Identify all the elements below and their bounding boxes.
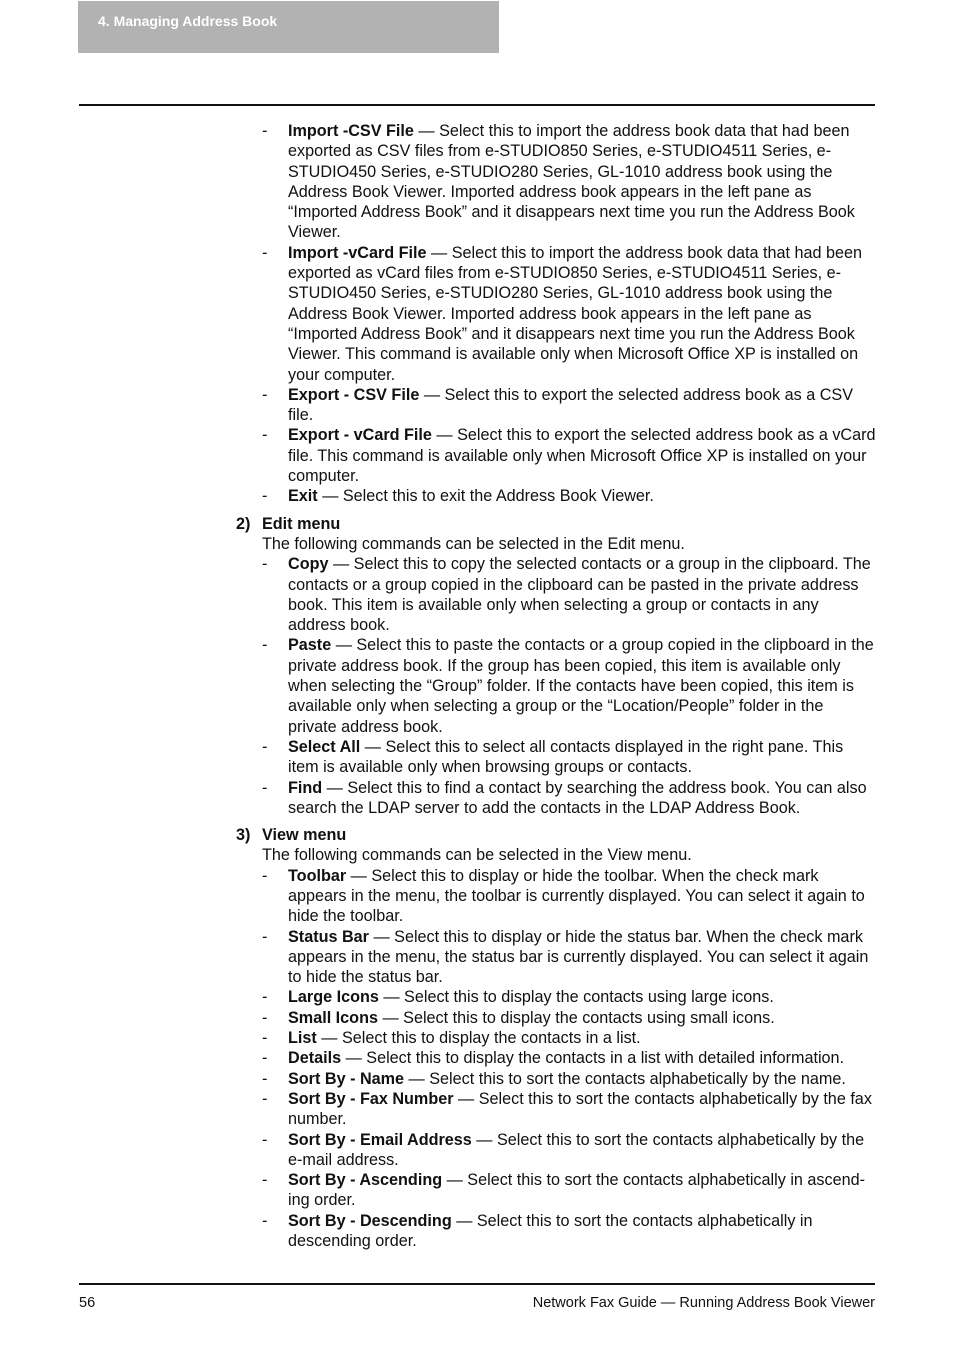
item-description: — Select this to display the contacts in a list.	[316, 1029, 641, 1048]
item-term: Sort By - Name	[288, 1069, 405, 1088]
chapter-tab-label: 4. Managing Address Book	[98, 13, 278, 29]
item-description: — Select this to sort the contacts alphabetically by the e-mail address.	[288, 1130, 865, 1169]
list-item	[236, 866, 876, 927]
item-term: Find	[288, 778, 323, 797]
chapter-tab	[78, 1, 499, 53]
page-content	[236, 121, 876, 1251]
section-heading	[236, 514, 876, 534]
item-term: Import -vCard File	[288, 243, 427, 262]
section-heading	[236, 825, 876, 845]
item-term: List	[288, 1029, 317, 1048]
list-item	[236, 987, 876, 1007]
item-term: Copy	[288, 555, 329, 574]
item-description: — Select this to display or hide the status bar. When the check mark appears in the menu, the status bar is currently displayed. You can select it again to hide the status bar.	[288, 927, 869, 987]
item-description: — Select this to copy the selected contacts or a group in the clipboard. The contacts or a group copied in the clipboard can be pasted in the private address book. This item is available only when selecting a group or contacts in any address book.	[288, 555, 871, 635]
item-term: Export - CSV File	[288, 385, 420, 404]
list-item	[236, 1089, 876, 1130]
list-item	[236, 385, 876, 426]
item-description: — Select this to import the address book data that had been exported as CSV files from e-STUDIO850 Series, e-STUDIO4511 Series, e-STUDIO450 Series, e-STUDIO280 Series, GL-1010 address book using the Address Book Viewer. Imported address book appears in the left pane as “Imported Address Book” and it disappears next time you run the Address Book Viewer.	[288, 122, 855, 242]
section-title: Edit menu	[262, 514, 341, 533]
view-menu-section	[236, 825, 876, 1251]
list-item	[236, 1211, 876, 1252]
item-term: Status Bar	[288, 927, 369, 946]
item-term: Sort By - Descending	[288, 1211, 452, 1230]
footer-title: Network Fax Guide — Running Address Book Viewer	[532, 1295, 875, 1311]
item-description: — Select this to find a contact by searching the address book. You can also search the LDAP server to add the contacts in the LDAP Address Book.	[288, 778, 867, 817]
item-term: Details	[288, 1049, 342, 1068]
item-description: — Select this to exit the Address Book Viewer.	[317, 487, 654, 506]
item-term: Exit	[288, 487, 318, 506]
list-item	[236, 1170, 876, 1211]
list-item	[236, 778, 876, 819]
item-description: — Select this to export the selected address book as a vCard file. This command is available only when Microsoft Office XP is installed on your computer.	[288, 426, 876, 486]
item-description: — Select this to paste the contacts or a group copied in the clipboard in the private address book. If the group has been copied, this item is available only when selecting the “Group” folder. If the contacts have been copied, this item is available only when selecting a group or the “Location/People” folder in the private address book.	[288, 636, 874, 736]
list-item	[236, 1008, 876, 1028]
list-item	[236, 635, 876, 736]
header-rule	[79, 104, 875, 106]
list-item	[236, 486, 876, 506]
item-description: — Select this to import the address book data that had been exported as vCard files from e-STUDIO850 Series, e-STUDIO4511 Series, e-STUDIO450 Series, e-STUDIO280 Series, GL-1010 address book using the Address Book Viewer. Imported address book appears in the left pane as “Imported Address Book” and it disappears next time you run the Address Book Viewer. This command is available only when Microsoft Office XP is installed on your computer.	[288, 243, 863, 384]
item-term: Small Icons	[288, 1008, 378, 1027]
edit-menu-list	[236, 554, 876, 818]
list-item	[236, 121, 876, 243]
item-description: — Select this to export the selected address book as a CSV file.	[288, 385, 854, 425]
list-item	[236, 1028, 876, 1048]
item-description: — Select this to display the contacts using large icons.	[378, 988, 774, 1007]
item-term: Paste	[288, 636, 332, 655]
section-intro: The following commands can be selected in the View menu.	[262, 846, 692, 865]
item-description: — Select this to display the contacts using small icons.	[377, 1008, 775, 1027]
list-item	[236, 1048, 876, 1068]
footer-rule	[79, 1283, 875, 1285]
section-title: View menu	[262, 826, 347, 845]
item-description: — Select this to sort the contacts alphabetically in ascend-ing order.	[288, 1171, 865, 1210]
list-item	[236, 927, 876, 988]
item-term: Toolbar	[288, 866, 347, 885]
item-term: Select All	[288, 737, 361, 756]
list-item	[236, 737, 876, 778]
item-description: — Select this to sort the contacts alphabetically by the name.	[404, 1069, 846, 1088]
section-intro: The following commands can be selected in the Edit menu.	[262, 534, 685, 553]
list-item	[236, 425, 876, 486]
item-term: Import -CSV File	[288, 122, 414, 140]
item-term: Large Icons	[288, 988, 379, 1007]
list-item	[236, 554, 876, 635]
item-description: — Select this to select all contacts displayed in the right pane. This item is available only when browsing groups or contacts.	[288, 737, 844, 777]
section-number: 2)	[236, 514, 251, 533]
list-item	[236, 1130, 876, 1171]
item-description: — Select this to sort the contacts alphabetically by the fax number.	[288, 1089, 872, 1129]
item-term: Sort By - Ascending	[288, 1171, 443, 1190]
page-number: 56	[79, 1295, 96, 1311]
item-term: Sort By - Fax Number	[288, 1089, 454, 1108]
view-menu-list	[236, 866, 876, 1252]
list-item	[236, 243, 876, 385]
edit-menu-section	[236, 514, 876, 818]
file-menu-list	[236, 121, 876, 507]
item-description: — Select this to display or hide the toolbar. When the check mark appears in the menu, the toolbar is currently displayed. You can select it again to hide the toolbar.	[288, 866, 865, 926]
list-item	[236, 1069, 876, 1089]
section-number: 3)	[236, 826, 251, 845]
item-term: Sort By - Email Address	[288, 1130, 472, 1149]
item-description: — Select this to display the contacts in a list with detailed information.	[341, 1049, 845, 1068]
item-term: Export - vCard File	[288, 426, 432, 445]
item-description: — Select this to sort the contacts alphabetically in descending order.	[288, 1211, 813, 1251]
